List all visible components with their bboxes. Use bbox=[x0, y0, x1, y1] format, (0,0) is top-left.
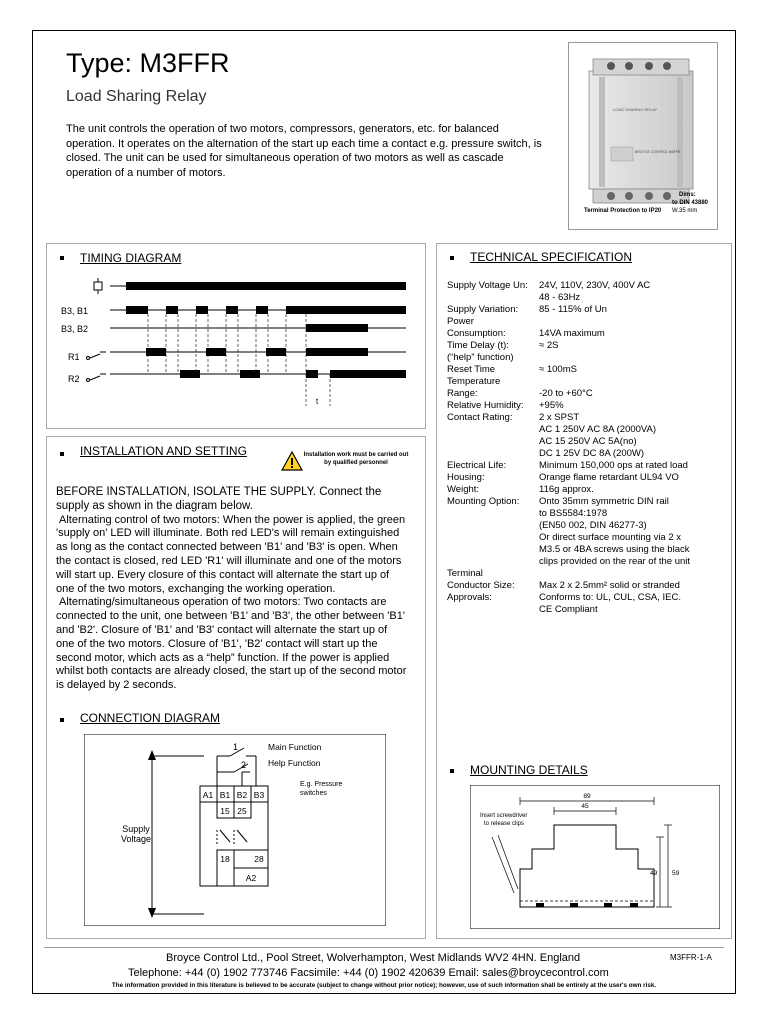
spec-row bbox=[447, 592, 732, 616]
spec-table bbox=[447, 280, 732, 616]
installation-para-alternating: Alternating control of two motors: When the power is applied, the green 'supply on' LED will illuminate. Both red LED's will remain extinguished as long as the contact connected between 'B1' and 'B3' is open. When the contact is closed, red LED 'R1' will illuminate and one of the motors will start up. Every closure of this contact will alternate the start up of one of the two motors, exchanging the working operation. bbox=[56, 513, 406, 595]
relay-contact-icon bbox=[87, 374, 107, 382]
spec-row bbox=[447, 412, 732, 424]
terminal-label: 25 bbox=[237, 806, 247, 816]
help-function-label: Help Function bbox=[268, 758, 321, 768]
spec-row bbox=[447, 448, 732, 460]
terminal-label: B3 bbox=[253, 790, 265, 800]
spec-value bbox=[539, 376, 732, 388]
bullet bbox=[60, 256, 64, 260]
spec-label: Housing: bbox=[447, 472, 485, 483]
spec-label: (“help” function) bbox=[447, 352, 514, 363]
footer-address: Broyce Control Ltd., Pool Street, Wolverhampton, West Midlands WV2 4HN. England bbox=[166, 952, 581, 964]
spec-label bbox=[447, 448, 539, 460]
spec-row bbox=[447, 484, 732, 496]
warning-text: Installation work must be carried out by qualified personnel bbox=[303, 452, 409, 466]
spec-value: AC 1 250V AC 8A (2000VA) bbox=[539, 424, 657, 435]
footer-contact: Telephone: +44 (0) 1902 773746 Facsimile: +44 (0) 1902 420639 Email: sales@broycecontrol.com bbox=[128, 967, 609, 979]
spec-label: Reset Time bbox=[447, 364, 496, 375]
t-label: t bbox=[316, 397, 319, 406]
spec-row bbox=[447, 364, 732, 376]
spec-value: Orange flame retardant UL94 VO bbox=[539, 472, 679, 483]
spec-row bbox=[447, 328, 732, 340]
spec-value: DC 1 25V DC 8A (200W) bbox=[539, 448, 645, 459]
spec-row bbox=[447, 280, 732, 304]
dims-standard: to DIN 43880 bbox=[672, 200, 709, 206]
spec-row bbox=[447, 352, 732, 364]
spec-label: Terminal bbox=[447, 568, 483, 579]
installation-body bbox=[56, 486, 408, 693]
width-label: W.35 mm bbox=[672, 208, 698, 214]
footer-divider bbox=[44, 947, 724, 948]
spec-row bbox=[447, 436, 732, 448]
timing-heading: TIMING DIAGRAM bbox=[80, 251, 182, 265]
main-function-label: Main Function bbox=[268, 742, 322, 752]
product-label: LOAD SHARING RELAY bbox=[613, 107, 658, 112]
dim-59: 59 bbox=[672, 870, 680, 877]
spec-label: Approvals: bbox=[447, 592, 492, 603]
terminal-label: 18 bbox=[220, 854, 230, 864]
spec-value: 24V, 110V, 230V, 400V AC 48 - 63Hz bbox=[539, 280, 651, 303]
switch-number: 2 bbox=[241, 760, 247, 770]
dim-89: 89 bbox=[583, 793, 591, 800]
spec-row bbox=[447, 304, 732, 316]
bullet bbox=[450, 769, 454, 773]
spec-value bbox=[539, 316, 732, 328]
spec-value: ≈ 2S bbox=[539, 340, 559, 351]
spec-label: Supply Variation: bbox=[447, 304, 519, 315]
disclaimer: The information provided in this literature is believed to be accurate (subject to change without prior notice); however, use of such information shall be entirely at the user's own risk. bbox=[111, 982, 657, 989]
dim-49: 49 bbox=[650, 870, 658, 877]
spec-label: Time Delay (t): bbox=[447, 340, 509, 351]
pressure-note: E.g. Pressure bbox=[300, 781, 343, 788]
supply-icon bbox=[94, 278, 102, 294]
spec-value: 116g approx. bbox=[539, 484, 594, 495]
spec-label: Contact Rating: bbox=[447, 412, 513, 423]
bullet bbox=[60, 452, 64, 456]
spec-value: -20 to +60°C bbox=[539, 388, 593, 399]
spec-value: 14VA maximum bbox=[539, 328, 605, 339]
spec-row bbox=[447, 340, 732, 352]
timing-row-label: B3, B2 bbox=[60, 324, 88, 334]
spec-label bbox=[447, 424, 539, 436]
relay-contact-icon bbox=[87, 352, 107, 360]
screwdriver-note: to release clips bbox=[484, 821, 525, 827]
spec-value: 85 - 115% of Un bbox=[539, 304, 607, 315]
spec-row bbox=[447, 580, 732, 592]
spec-value: Minimum 150,000 ops at rated load bbox=[539, 460, 688, 471]
document-reference: M3FFR-1-A bbox=[670, 953, 712, 962]
spec-label: Consumption: bbox=[447, 328, 506, 339]
installation-para-simultaneous: Alternating/simultaneous operation of two motors: Two contacts are connected to the unit, one between 'B1' and 'B3', the other between 'B1' and 'B2'. Closure of 'B1' and 'B3' contact will alternate the start up of one of the two motors. Closure of 'B1', 'B2' contact will start up the second motor, which acts as a “help” function. If the power is applied whilst both contacts are already closed, the start up of the second motor is delayed by 2 seconds. bbox=[56, 596, 407, 692]
supply-label: Supply bbox=[122, 824, 150, 834]
timing-row-label: R1 bbox=[68, 352, 80, 362]
spec-row bbox=[447, 568, 732, 580]
spec-label: Relative Humidity: bbox=[447, 400, 524, 411]
warning-icon bbox=[281, 450, 303, 472]
spec-row bbox=[447, 316, 732, 328]
spec-label: Weight: bbox=[447, 484, 480, 495]
terminal-label: 28 bbox=[254, 854, 264, 864]
spec-row bbox=[447, 388, 732, 400]
timing-row-label: B3, B1 bbox=[60, 306, 88, 316]
pressure-note: switches bbox=[300, 790, 327, 797]
spec-value: ≈ 100mS bbox=[539, 364, 577, 375]
bullet bbox=[450, 256, 454, 260]
terminal-label: B2 bbox=[236, 790, 248, 800]
dims-label: Dims: bbox=[679, 192, 696, 198]
spec-label: Range: bbox=[447, 388, 478, 399]
connection-diagram bbox=[84, 734, 386, 926]
spec-value: Onto 35mm symmetric DIN rail to BS5584:1978 (EN50 002, DIN 46277-3) Or direct surface mounting via 2 x M3.5 or 4BA screws using the black clips provided on the rear of the unit bbox=[539, 496, 691, 567]
spec-value: Conforms to: UL, CUL, CSA, IEC. CE Compliant bbox=[539, 592, 682, 615]
spec-label: Power bbox=[447, 316, 474, 327]
spec-row bbox=[447, 376, 732, 388]
page-subtitle: Load Sharing Relay bbox=[66, 88, 207, 105]
bullet bbox=[60, 718, 64, 722]
spec-label: Conductor Size: bbox=[447, 580, 515, 591]
spec-value: Max 2 x 2.5mm² solid or stranded bbox=[539, 580, 680, 591]
mounting-diagram bbox=[470, 785, 720, 929]
spec-value: AC 15 250V AC 5A(no) bbox=[539, 436, 637, 447]
dim-45: 45 bbox=[581, 803, 589, 810]
switch-number: 1 bbox=[233, 742, 239, 752]
spec-label: Supply Voltage Un: bbox=[447, 280, 528, 291]
terminal-protection: Terminal Protection to IP20 bbox=[584, 208, 662, 214]
spec-row bbox=[447, 496, 732, 568]
terminal-label: B1 bbox=[219, 790, 231, 800]
timing-row-label: R2 bbox=[68, 374, 80, 384]
spec-value bbox=[539, 352, 732, 364]
spec-row bbox=[447, 400, 732, 412]
terminal-label: A1 bbox=[202, 790, 214, 800]
voltage-label: Voltage bbox=[120, 834, 152, 844]
installation-heading: INSTALLATION AND SETTING bbox=[80, 444, 247, 458]
spec-label: Temperature bbox=[447, 376, 501, 387]
spec-row bbox=[447, 460, 732, 472]
terminal-label: A2 bbox=[245, 873, 257, 883]
screwdriver-note: Insert screwdriver bbox=[480, 813, 528, 819]
page-title: Type: M3FFR bbox=[66, 48, 230, 78]
spec-value: +95% bbox=[539, 400, 564, 411]
terminal-label: 15 bbox=[220, 806, 230, 816]
timing-diagram bbox=[56, 276, 420, 408]
spec-label: Mounting Option: bbox=[447, 496, 520, 507]
spec-heading: TECHNICAL SPECIFICATION bbox=[470, 250, 633, 264]
spec-label: Electrical Life: bbox=[447, 460, 507, 471]
spec-row bbox=[447, 472, 732, 484]
spec-value bbox=[539, 568, 732, 580]
intro-text: The unit controls the operation of two motors, compressors, generators, etc. for balanced operation. It operates on the alternation of the start up each time a contact e.g. pressure switch, is closed. The unit can be used for simultaneous operation of two motors as well as cascade operation of a number of motors. bbox=[66, 123, 542, 179]
installation-lead: BEFORE INSTALLATION, ISOLATE THE SUPPLY. Connect the supply as shown in the diagram below. bbox=[56, 486, 382, 512]
spec-row bbox=[447, 424, 732, 436]
mounting-heading: MOUNTING DETAILS bbox=[470, 763, 588, 777]
spec-value: 2 x SPST bbox=[539, 412, 580, 423]
spec-label bbox=[447, 436, 539, 448]
connection-heading: CONNECTION DIAGRAM bbox=[80, 711, 221, 725]
brand-label: BROYCE CONTROL M3FFR bbox=[635, 150, 681, 154]
